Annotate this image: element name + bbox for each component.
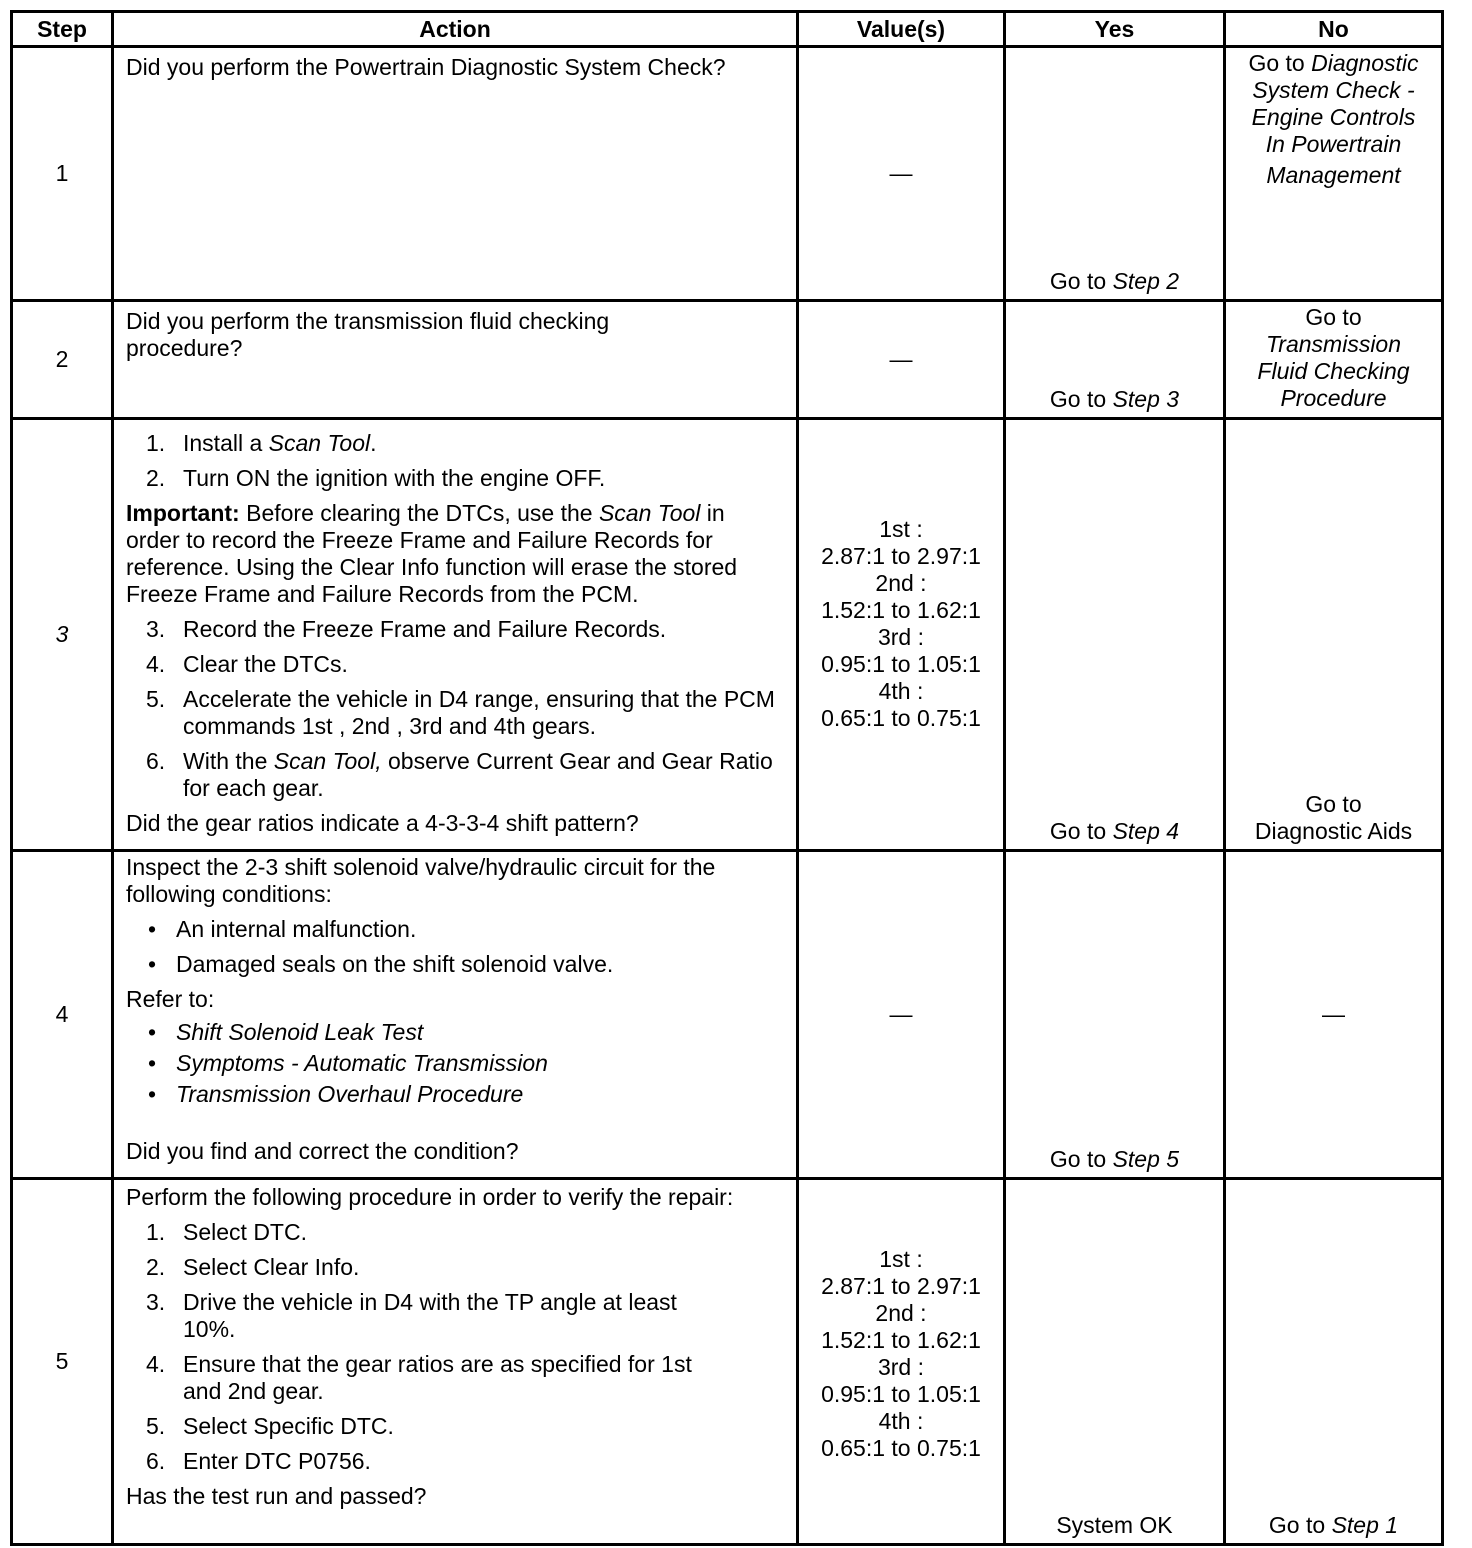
table-row — [12, 301, 1443, 419]
go-to-label: Go to — [1049, 1146, 1107, 1172]
no-link-line[interactable]: Diagnostic — [1311, 50, 1419, 76]
reference-link[interactable]: Symptoms - Automatic Transmission — [176, 1050, 548, 1076]
go-to-label: Go to — [1268, 1512, 1326, 1538]
yes-link[interactable]: Step 4 — [1112, 818, 1180, 844]
diagnostic-table — [10, 10, 1444, 1546]
action-cell — [113, 47, 798, 301]
yes-cell — [1005, 47, 1225, 301]
list-item: 6. Enter DTC P0756. — [146, 1448, 371, 1474]
list-item: 1. Select DTC. — [146, 1219, 307, 1245]
no-link-line[interactable]: In Powertrain — [1265, 131, 1402, 157]
list-item: • An internal malfunction. — [148, 916, 417, 942]
yes-cell — [1005, 851, 1225, 1179]
yes-link[interactable]: Step 5 — [1112, 1146, 1180, 1172]
no-link-line[interactable]: Engine Controls — [1251, 104, 1416, 130]
action-question: Did you perform the Powertrain Diagnostic System Check? — [126, 54, 726, 80]
reference-link[interactable]: Transmission Overhaul Procedure — [176, 1081, 524, 1107]
list-item: • Transmission Overhaul Procedure — [148, 1081, 524, 1107]
header-no: No — [1225, 12, 1443, 47]
no-link-line[interactable]: Management — [1266, 162, 1401, 188]
important-note: Important: Before clearing the DTCs, use the Scan Tool in order to record the Freeze Frame and Failure Records for reference. Using the Clear Info function will erase the stored Freeze Frame and Failure Records from the PCM. — [126, 500, 738, 607]
yes-link[interactable]: Step 2 — [1112, 268, 1180, 294]
list-item: 3. Record the Freeze Frame and Failure Records. — [146, 616, 667, 642]
header-action: Action — [113, 12, 798, 47]
step-number — [12, 419, 113, 851]
go-to-label: Go to — [1248, 50, 1305, 76]
yes-link[interactable]: Step 3 — [1112, 386, 1180, 412]
list-item: • Damaged seals on the shift solenoid valve. — [148, 951, 614, 977]
diagnostic-table-container — [10, 10, 1444, 1546]
no-link-line[interactable]: Procedure — [1280, 385, 1387, 411]
list-item: 5. Accelerate the vehicle in D4 range, ensuring that the PCM commands 1st , 2nd , 3rd and 4th gears. — [146, 686, 775, 739]
reference-link[interactable]: Shift Solenoid Leak Test — [176, 1019, 424, 1045]
value-cell: — — [798, 47, 1005, 301]
list-item: 2. Turn ON the ignition with the engine OFF. — [146, 465, 606, 491]
action-intro: Inspect the 2-3 shift solenoid valve/hydraulic circuit for the following conditions: — [126, 854, 716, 907]
list-item: 5. Select Specific DTC. — [146, 1413, 394, 1439]
list-item: • Symptoms - Automatic Transmission — [148, 1050, 548, 1076]
action-intro: Perform the following procedure in order to verify the repair: — [126, 1184, 734, 1210]
go-to-label: Go to — [1305, 304, 1362, 330]
table-row — [12, 851, 1443, 1179]
action-question: Did you find and correct the condition? — [126, 1138, 519, 1164]
no-link-line[interactable]: Transmission — [1265, 331, 1402, 357]
value-cell: 1st : 2.87:1 to 2.97:1 2nd : 1.52:1 to 1.62:1 3rd : 0.95:1 to 1.05:1 4th : 0.65:1 to 0.75:1 — [798, 1179, 1005, 1545]
list-item: • Shift Solenoid Leak Test — [148, 1019, 424, 1045]
table-row — [12, 419, 1443, 851]
step-number: 1 — [12, 47, 113, 301]
step-number: 4 — [12, 851, 113, 1179]
refer-label: Refer to: — [126, 986, 215, 1012]
action-question: Did the gear ratios indicate a 4-3-3-4 shift pattern? — [126, 810, 639, 836]
no-cell — [1225, 419, 1443, 851]
table-row — [12, 1179, 1443, 1545]
header-yes: Yes — [1005, 12, 1225, 47]
no-link-line[interactable]: Fluid Checking — [1257, 358, 1410, 384]
value-cell: — — [798, 301, 1005, 419]
table-row — [12, 47, 1443, 301]
list-item: 1. Install a Scan Tool. — [146, 430, 377, 456]
no-cell — [1225, 47, 1443, 301]
no-cell — [1225, 301, 1443, 419]
step-number-text: 3 — [55, 621, 69, 647]
step-number: 5 — [12, 1179, 113, 1545]
go-to-label: Go to — [1049, 818, 1107, 844]
action-cell — [113, 419, 798, 851]
no-cell: — — [1225, 851, 1443, 1179]
list-item: 3. Drive the vehicle in D4 with the TP angle at least 10%. — [146, 1289, 677, 1342]
yes-cell[interactable]: System OK — [1005, 1179, 1225, 1545]
yes-cell — [1005, 301, 1225, 419]
header-row — [12, 12, 1443, 47]
action-cell — [113, 1179, 798, 1545]
action-cell — [113, 301, 798, 419]
value-cell: 1st : 2.87:1 to 2.97:1 2nd : 1.52:1 to 1.62:1 3rd : 0.95:1 to 1.05:1 4th : 0.65:1 to 0.75:1 — [798, 419, 1005, 851]
action-question: Has the test run and passed? — [126, 1483, 427, 1509]
no-link[interactable]: Step 1 — [1331, 1512, 1399, 1538]
go-to-label: Go to — [1049, 268, 1107, 294]
step-number: 2 — [12, 301, 113, 419]
no-link-line[interactable]: System Check - — [1252, 77, 1415, 103]
list-item: 6. With the Scan Tool, observe Current Gear and Gear Ratio for each gear. — [146, 748, 773, 801]
list-item: 2. Select Clear Info. — [146, 1254, 360, 1280]
go-to-label: Go to — [1049, 386, 1107, 412]
header-values: Value(s) — [798, 12, 1005, 47]
action-question: Did you perform the transmission fluid checking procedure? — [126, 308, 610, 361]
go-to-label: Go to — [1305, 791, 1362, 817]
list-item: 4. Clear the DTCs. — [146, 651, 348, 677]
action-cell — [113, 851, 798, 1179]
no-cell — [1225, 1179, 1443, 1545]
list-item: 4. Ensure that the gear ratios are as specified for 1st and 2nd gear. — [146, 1351, 692, 1404]
no-link[interactable]: Diagnostic Aids — [1254, 818, 1413, 844]
yes-cell — [1005, 419, 1225, 851]
value-cell: — — [798, 851, 1005, 1179]
header-step: Step — [12, 12, 113, 47]
